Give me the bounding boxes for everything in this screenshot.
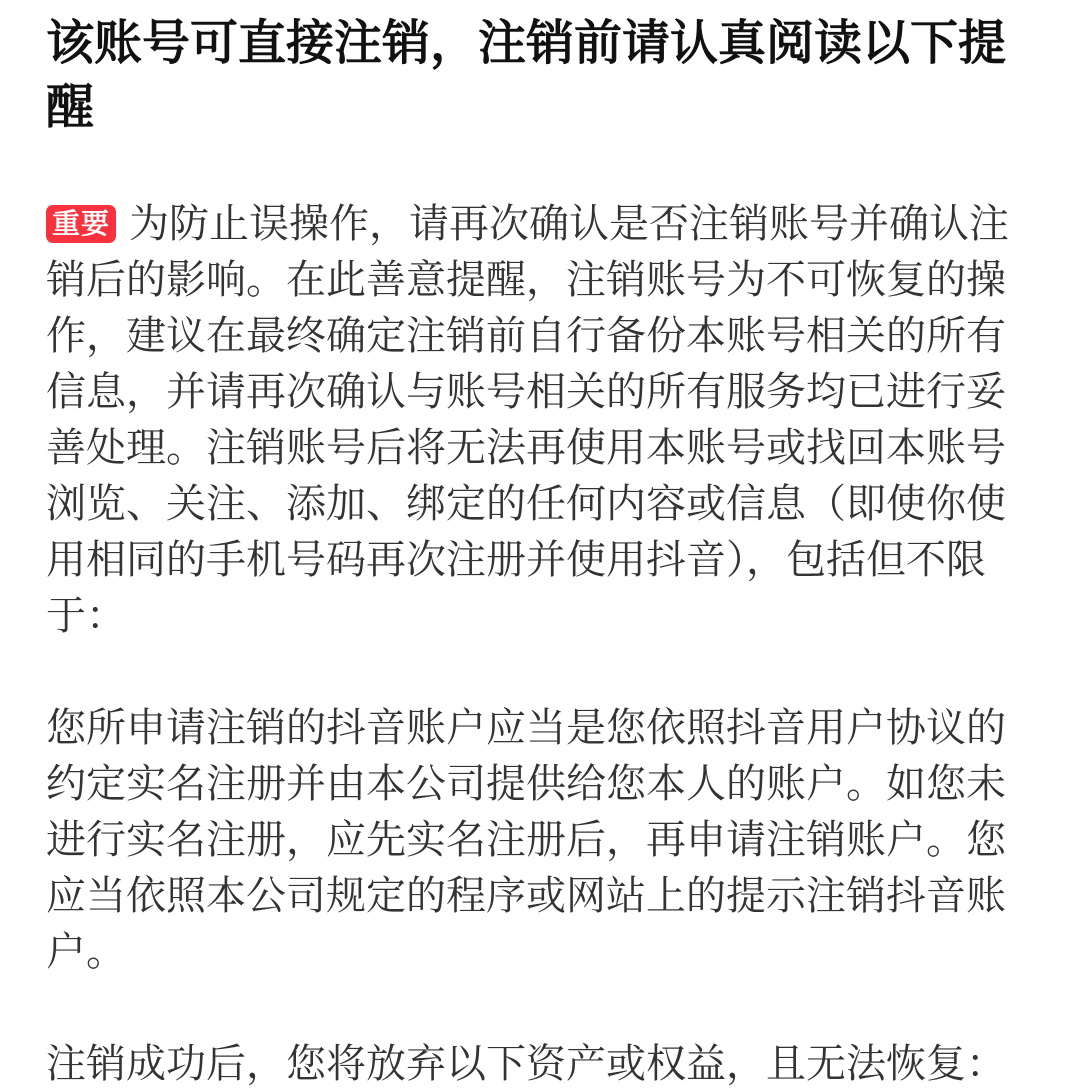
warning-paragraph-text: 为防止误操作，请再次确认是否注销账号并确认注销后的影响。在此善意提醒，注销账号为不可恢复的操作，建议在最终确定注销前自行备份本账号相关的所有信息，并请再次确认与账号相关的所有服务均已进行妥善处理。注销账号后将无法再使用本账号或找回本账号浏览、关注、添加、绑定的任何内容或信息（即使你使用相同的手机号码再次注册并使用抖音），包括但不限于：: [46, 202, 1010, 638]
assets-forfeit-paragraph: 注销成功后，您将放弃以下资产或权益，且无法恢复：: [46, 1042, 1006, 1086]
real-name-paragraph: 您所申请注销的抖音账户应当是您依照抖音用户协议的约定实名注册并由本公司提供给您本人的账户。如您未进行实名注册，应先实名注册后，再申请注销账户。您应当依照本公司规定的程序或网站上的提示注销抖音账户。: [46, 706, 1006, 974]
important-badge: 重要: [46, 205, 116, 243]
page-title: 该账号可直接注销，注销前请认真阅读以下提醒: [46, 17, 1007, 134]
warning-paragraph: [46, 196, 1034, 644]
